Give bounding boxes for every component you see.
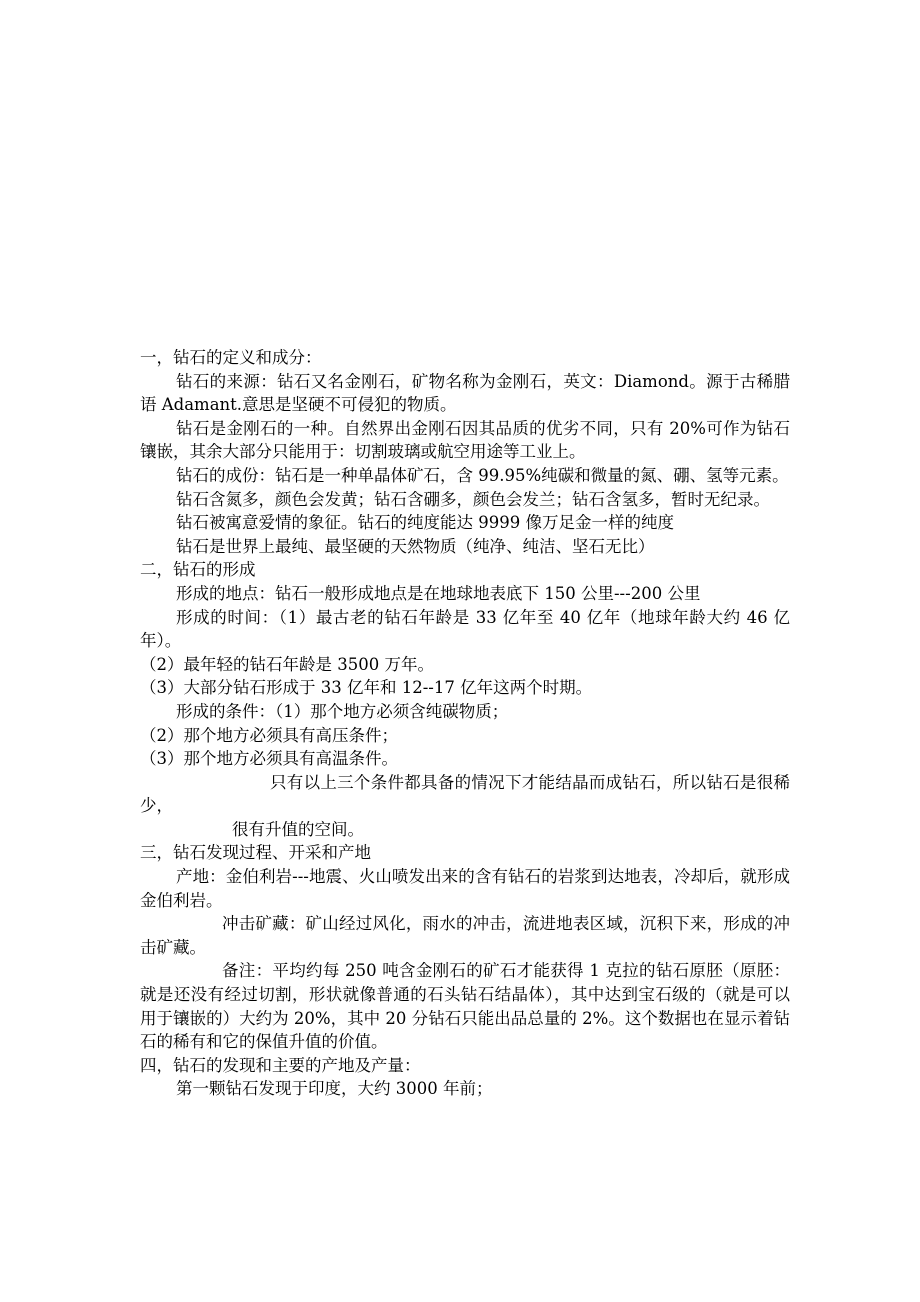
paragraph: 形成的地点：钻石一般形成地点是在地球地表底下 150 公里---200 公里 — [176, 583, 701, 603]
paragraph: 备注：平均约每 250 吨含金刚石的矿石才能获得 1 克拉的钻石原胚（原胚：就是还没有经过切割，形状就像普通的石头钻石结晶体），其中达到宝石级的（就是可以用于镶嵌的）大约为 20%，其中 20 分钻石只能出品总量的 2%。这个数据也在显示着钻石的稀有和它的保值升值的价值。 — [140, 961, 790, 1052]
section-heading-2: 二，钻石的形成 — [140, 560, 256, 580]
section-heading-4: 四，钻石的发现和主要的产地及产量： — [140, 1055, 421, 1075]
section-heading-1: 一，钻石的定义和成分： — [140, 348, 322, 367]
paragraph: 钻石含氮多，颜色会发黄；钻石含硼多，颜色会发兰；钻石含氢多，暂时无纪录。 — [176, 489, 770, 509]
paragraph: 钻石是世界上最纯、最坚硬的天然物质（纯净、纯洁、坚石无比） — [176, 536, 655, 556]
paragraph: 第一颗钻石发现于印度，大约 3000 年前； — [176, 1079, 493, 1099]
paragraph: 形成的时间：（1）最古老的钻石年龄是 33 亿年至 40 亿年（地球年龄大约 46 亿年）。 — [140, 607, 790, 651]
paragraph: 钻石的成份：钻石是一种单晶体矿石，含 99.95%纯碳和微量的氮、硼、氢等元素。 — [176, 465, 789, 485]
section-heading-3: 三，钻石发现过程、开采和产地 — [140, 843, 371, 863]
paragraph: 钻石被寓意爱情的象征。钻石的纯度能达 9999 像万足金一样的纯度 — [176, 513, 674, 533]
list-item: （3）大部分钻石形成于 33 亿年和 12--17 亿年这两个时期。 — [140, 678, 593, 698]
paragraph: 冲击矿藏：矿山经过风化，雨水的冲击，流进地表区域，沉积下来，形成的冲击矿藏。 — [140, 914, 790, 957]
list-item: （2）最年轻的钻石年龄是 3500 万年。 — [140, 654, 434, 674]
list-item: （3）那个地方必须具有高温条件。 — [140, 749, 398, 769]
paragraph: 钻石是金刚石的一种。自然界出金刚石因其品质的优劣不同，只有 20%可作为钻石镶嵌，其余大部分只能用于：切割玻璃或航空用途等工业上。 — [140, 418, 790, 462]
list-item: （2）那个地方必须具有高压条件； — [140, 725, 398, 745]
paragraph: 只有以上三个条件都具备的情况下才能结晶而成钻石，所以钻石是很稀少， — [140, 772, 790, 816]
paragraph: 形成的条件：（1）那个地方必须含纯碳物质； — [176, 701, 509, 721]
paragraph: 钻石的来源：钻石又名金刚石，矿物名称为金刚石，英文：Diamond。源于古稀腊语 Adamant.意思是坚硬不可侵犯的物质。 — [140, 371, 790, 415]
document-body — [140, 346, 790, 1101]
paragraph: 产地：金伯利岩---地震、火山喷发出来的含有钻石的岩浆到达地表，冷却后，就形成金伯利岩。 — [140, 867, 790, 910]
paragraph: 很有升值的空间。 — [232, 819, 364, 839]
